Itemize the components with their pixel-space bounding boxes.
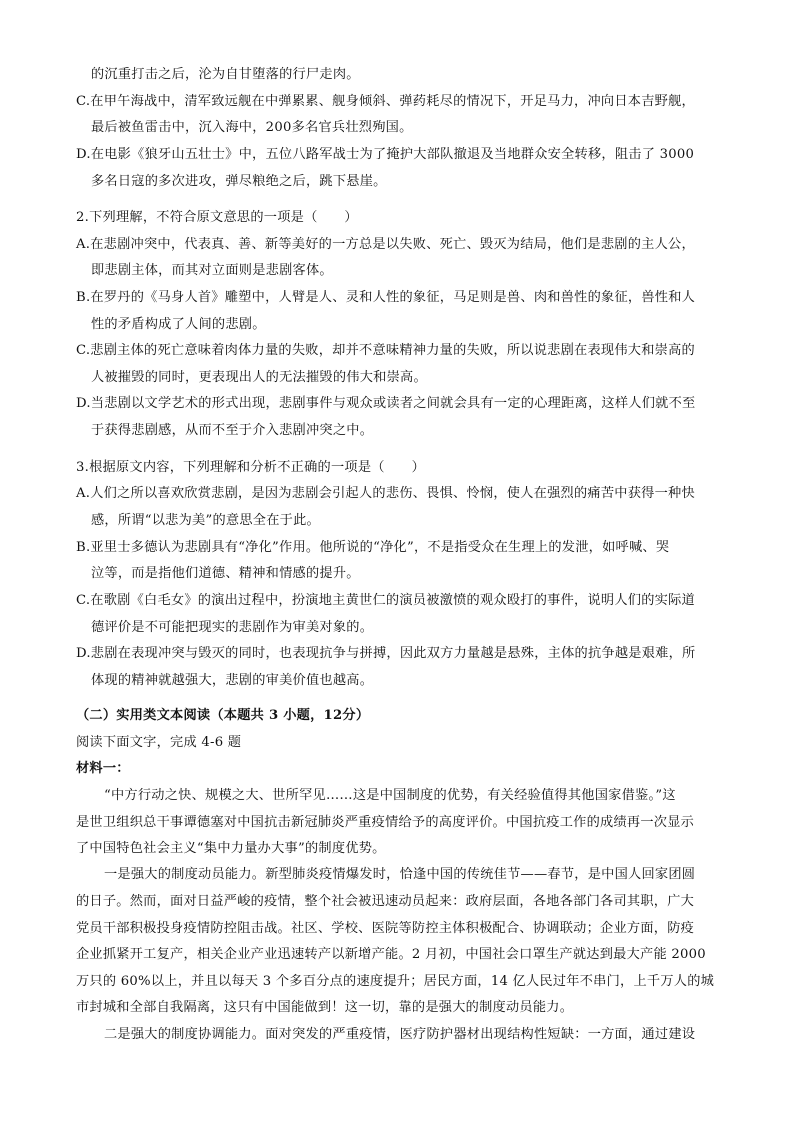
- section-2-heading: （二）实用类文本阅读（本题共 3 小题，12分）: [76, 708, 370, 723]
- question-2-stem: 2.下列理解，不符合原文意思的一项是（ ）: [76, 210, 358, 225]
- continuation-line: 的沉重打击之后，沦为自甘堕落的行尸走肉。: [91, 67, 360, 82]
- document-page: 的沉重打击之后，沦为自甘堕落的行尸走肉。 C.在甲午海战中，清军致远舰在中弹累累、舰身倾斜、弹药耗尽的情况下，开足马力，冲向日本吉野舰， 最后被鱼雷击中，沉入海中，200多名官兵壮烈殉国。 D.在电影《狼牙山五壮士》中，五位八路军战士为了掩护大部队撤退及当地群众安全转移，阻击了 3000 多名日寇的多次进攻，弹尽粮绝之后，跳下悬崖。 2.下列理解，不符合原文意思的一项是（ ） A.在悲剧冲突中，代表真、善、新等美好的一方总是以失败、死亡、毁灭为结局，他们是悲剧的主人公， 即悲剧主体，而其对立面则是悲剧客体。 B.在罗丹的《马身人首》雕塑中，人臂是人、灵和人性的象征，马足则是兽、肉和兽性的象征，兽性和人 性的矛盾构成了人间的悲剧。 C.悲剧主体的死亡意味着肉体力量的失败，却并不意味精神力量的失败，所以说悲剧在表现伟大和崇高的 人被摧毁的同时，更表现出人的无法摧毁的伟大和崇高。 D.当悲剧以文学艺术的形式出现，悲剧事件与观众或读者之间就会具有一定的心理距离，这样人们就不至 于获得悲剧感，从而不至于介入悲剧冲突之中。 3.根据原文内容，下列理解和分析不正确的一项是（ ） A.人们之所以喜欢欣赏悲剧，是因为悲剧会引起人的悲伤、畏惧、怜悯，使人在强烈的痛苦中获得一种快 感，所谓“以悲为美”的意思全在于此。 B.亚里士多德认为悲剧具有“净化”作用。他所说的“净化”，不是指受众在生理上的发泄，如呼喊、哭 泣等，而是指他们道德、精神和情感的提升。 C.在歌剧《白毛女》的演出过程中，扮演地主黄世仁的演员被激愤的观众殴打的事件，说明人们的实际道 德评价是不可能把现实的悲剧作为审美对象的。 D.悲剧在表现冲突与毁灭的同时，也表现抗争与拼搏，因此双方力量越是悬殊，主体的抗争越是艰难，所 体现的精神就越强大，悲剧的审美价值也越高。 （二）实用类文本阅读（本题共 3 小题，12分） 阅读下面文字，完成 4-6 题 材料一： “中方行动之快、规模之大、世所罕见……这是中国制度的优势，有关经验值得其他国家借鉴。”这 是世卫组织总干事谭德塞对中国抗击新冠肺炎严重疫情给予的高度评价。中国抗疫工作的成绩再一次显示 了中国特色社会主义“集中力量办大事”的制度优势。 一是强大的制度动员能力。新型肺炎疫情爆发时，恰逢中国的传统佳节——春节，是中国人回家团圆 的日子。然而，面对日益严峻的疫情，整个社会被迅速动员起来：政府层面，各地各部门各司其职，广大 党员干部积极投身疫情防控阻击战。社区、学校、医院等防控主体积极配合、协调联动；企业方面，防疫 企业抓紧开工复产，相关企业产业迅速转产以新增产能。2 月初，中国社会口罩生产就达到最大产能 2000 万只的 60%以上，并且以每天 3 个多百分点的速度提升；居民方面，14 亿人民过年不串门，上千万人的城 市封城和全部自我隔离，这只有中国能做到！这一切，靠的是强大的制度动员能力。 二是强大的制度协调能力。面对突发的严重疫情，医疗防护器材出现结构性短缺：一方面，通过建设: [76, 67, 715, 1042]
- question-3-stem: 3.根据原文内容，下列理解和分析不正确的一项是（ ）: [76, 460, 426, 475]
- material-1-label: 材料一：: [76, 761, 130, 776]
- reading-instruction: 阅读下面文字，完成 4-6 题: [76, 735, 242, 750]
